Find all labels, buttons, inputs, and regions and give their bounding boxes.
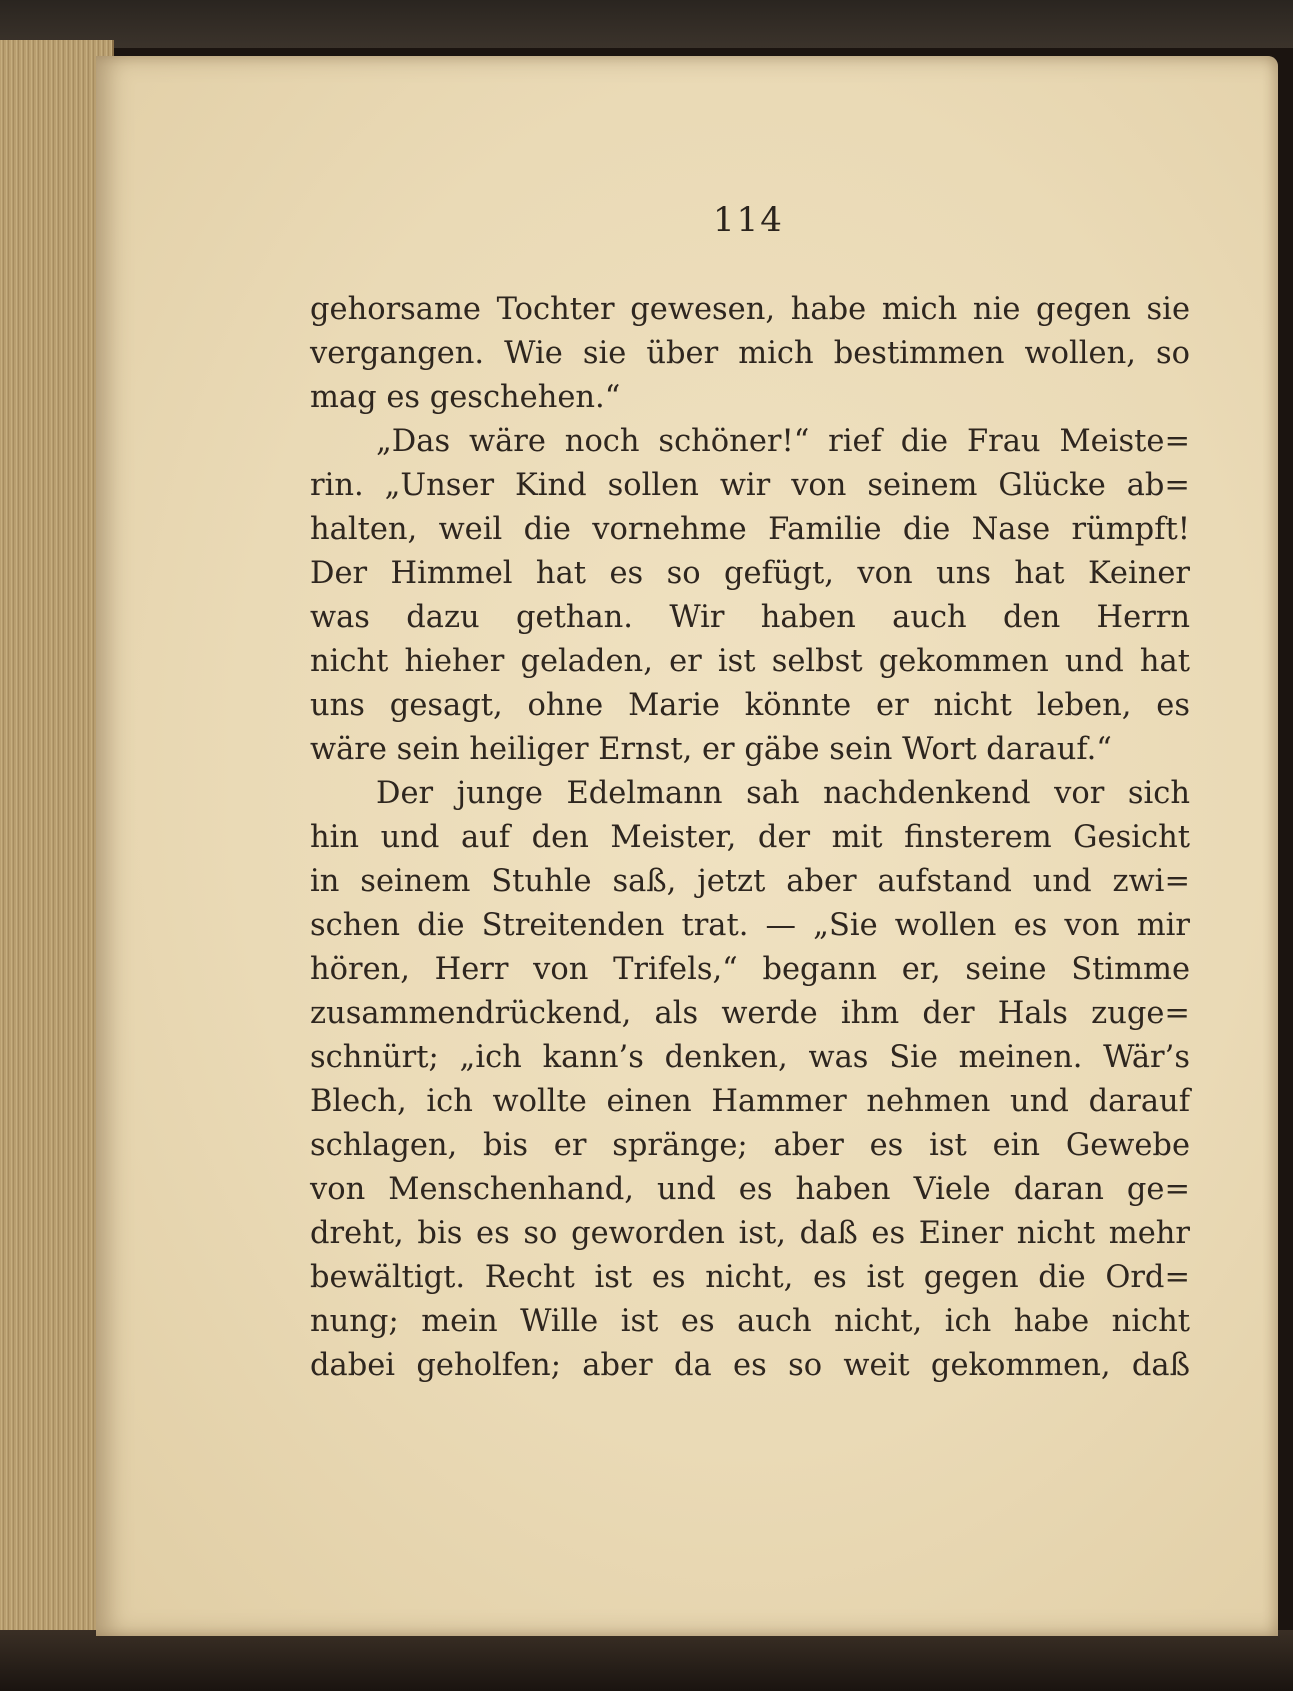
text-line: Blech, ich wollte einen Hammer nehmen und darauf: [310, 1084, 1190, 1119]
text-line: rin. „Unser Kind sollen wir von seinem Glücke ab=: [310, 468, 1190, 503]
text-line: schlagen, bis er spränge; aber es ist ein Gewebe: [310, 1128, 1190, 1163]
text-line: uns gesagt, ohne Marie könnte er nicht leben, es: [310, 688, 1190, 723]
text-line: Der junge Edelmann sah nachdenkend vor sich: [376, 776, 1190, 811]
text-line: mag es geschehen.“: [310, 380, 621, 415]
text-line: halten, weil die vornehme Familie die Nase rümpft!: [310, 512, 1190, 547]
text-line: hören, Herr von Trifels,“ begann er, seine Stimme: [310, 952, 1190, 987]
text-line: Der Himmel hat es so gefügt, von uns hat Keiner: [310, 556, 1190, 591]
text-line: gehorsame Tochter gewesen, habe mich nie gegen sie: [310, 292, 1190, 327]
text-line: nung; mein Wille ist es auch nicht, ich habe nicht: [310, 1304, 1190, 1339]
text-line: zusammendrückend, als werde ihm der Hals zuge=: [310, 996, 1190, 1031]
text-line: nicht hieher geladen, er ist selbst gekommen und hat: [310, 644, 1190, 679]
body-text: [310, 288, 1190, 1388]
text-line: bewältigt. Recht ist es nicht, es ist gegen die Ord=: [310, 1260, 1190, 1295]
text-line: dabei geholfen; aber da es so weit gekommen, daß: [310, 1348, 1190, 1383]
text-line: wäre sein heiliger Ernst, er gäbe sein Wort darauf.“: [310, 732, 1112, 767]
text-line: von Menschenhand, und es haben Viele daran ge=: [310, 1172, 1190, 1207]
book-cover-bottom: [0, 1630, 1293, 1691]
book-cover-top: [0, 0, 1293, 48]
text-line: „Das wäre noch schöner!“ rief die Frau Meiste=: [376, 424, 1190, 459]
text-line: schnürt; „ich kann’s denken, was Sie meinen. Wär’s: [310, 1040, 1190, 1075]
text-line: in seinem Stuhle saß, jetzt aber aufstand und zwi=: [310, 864, 1190, 899]
text-line: schen die Streitenden trat. — „Sie wollen es von mir: [310, 908, 1190, 943]
text-line: vergangen. Wie sie über mich bestimmen wollen, so: [310, 336, 1190, 371]
text-line: dreht, bis es so geworden ist, daß es Einer nicht mehr: [310, 1216, 1190, 1251]
page-number: 114: [713, 200, 784, 240]
text-line: was dazu gethan. Wir haben auch den Herrn: [310, 600, 1190, 635]
text-line: hin und auf den Meister, der mit finsterem Gesicht: [310, 820, 1190, 855]
